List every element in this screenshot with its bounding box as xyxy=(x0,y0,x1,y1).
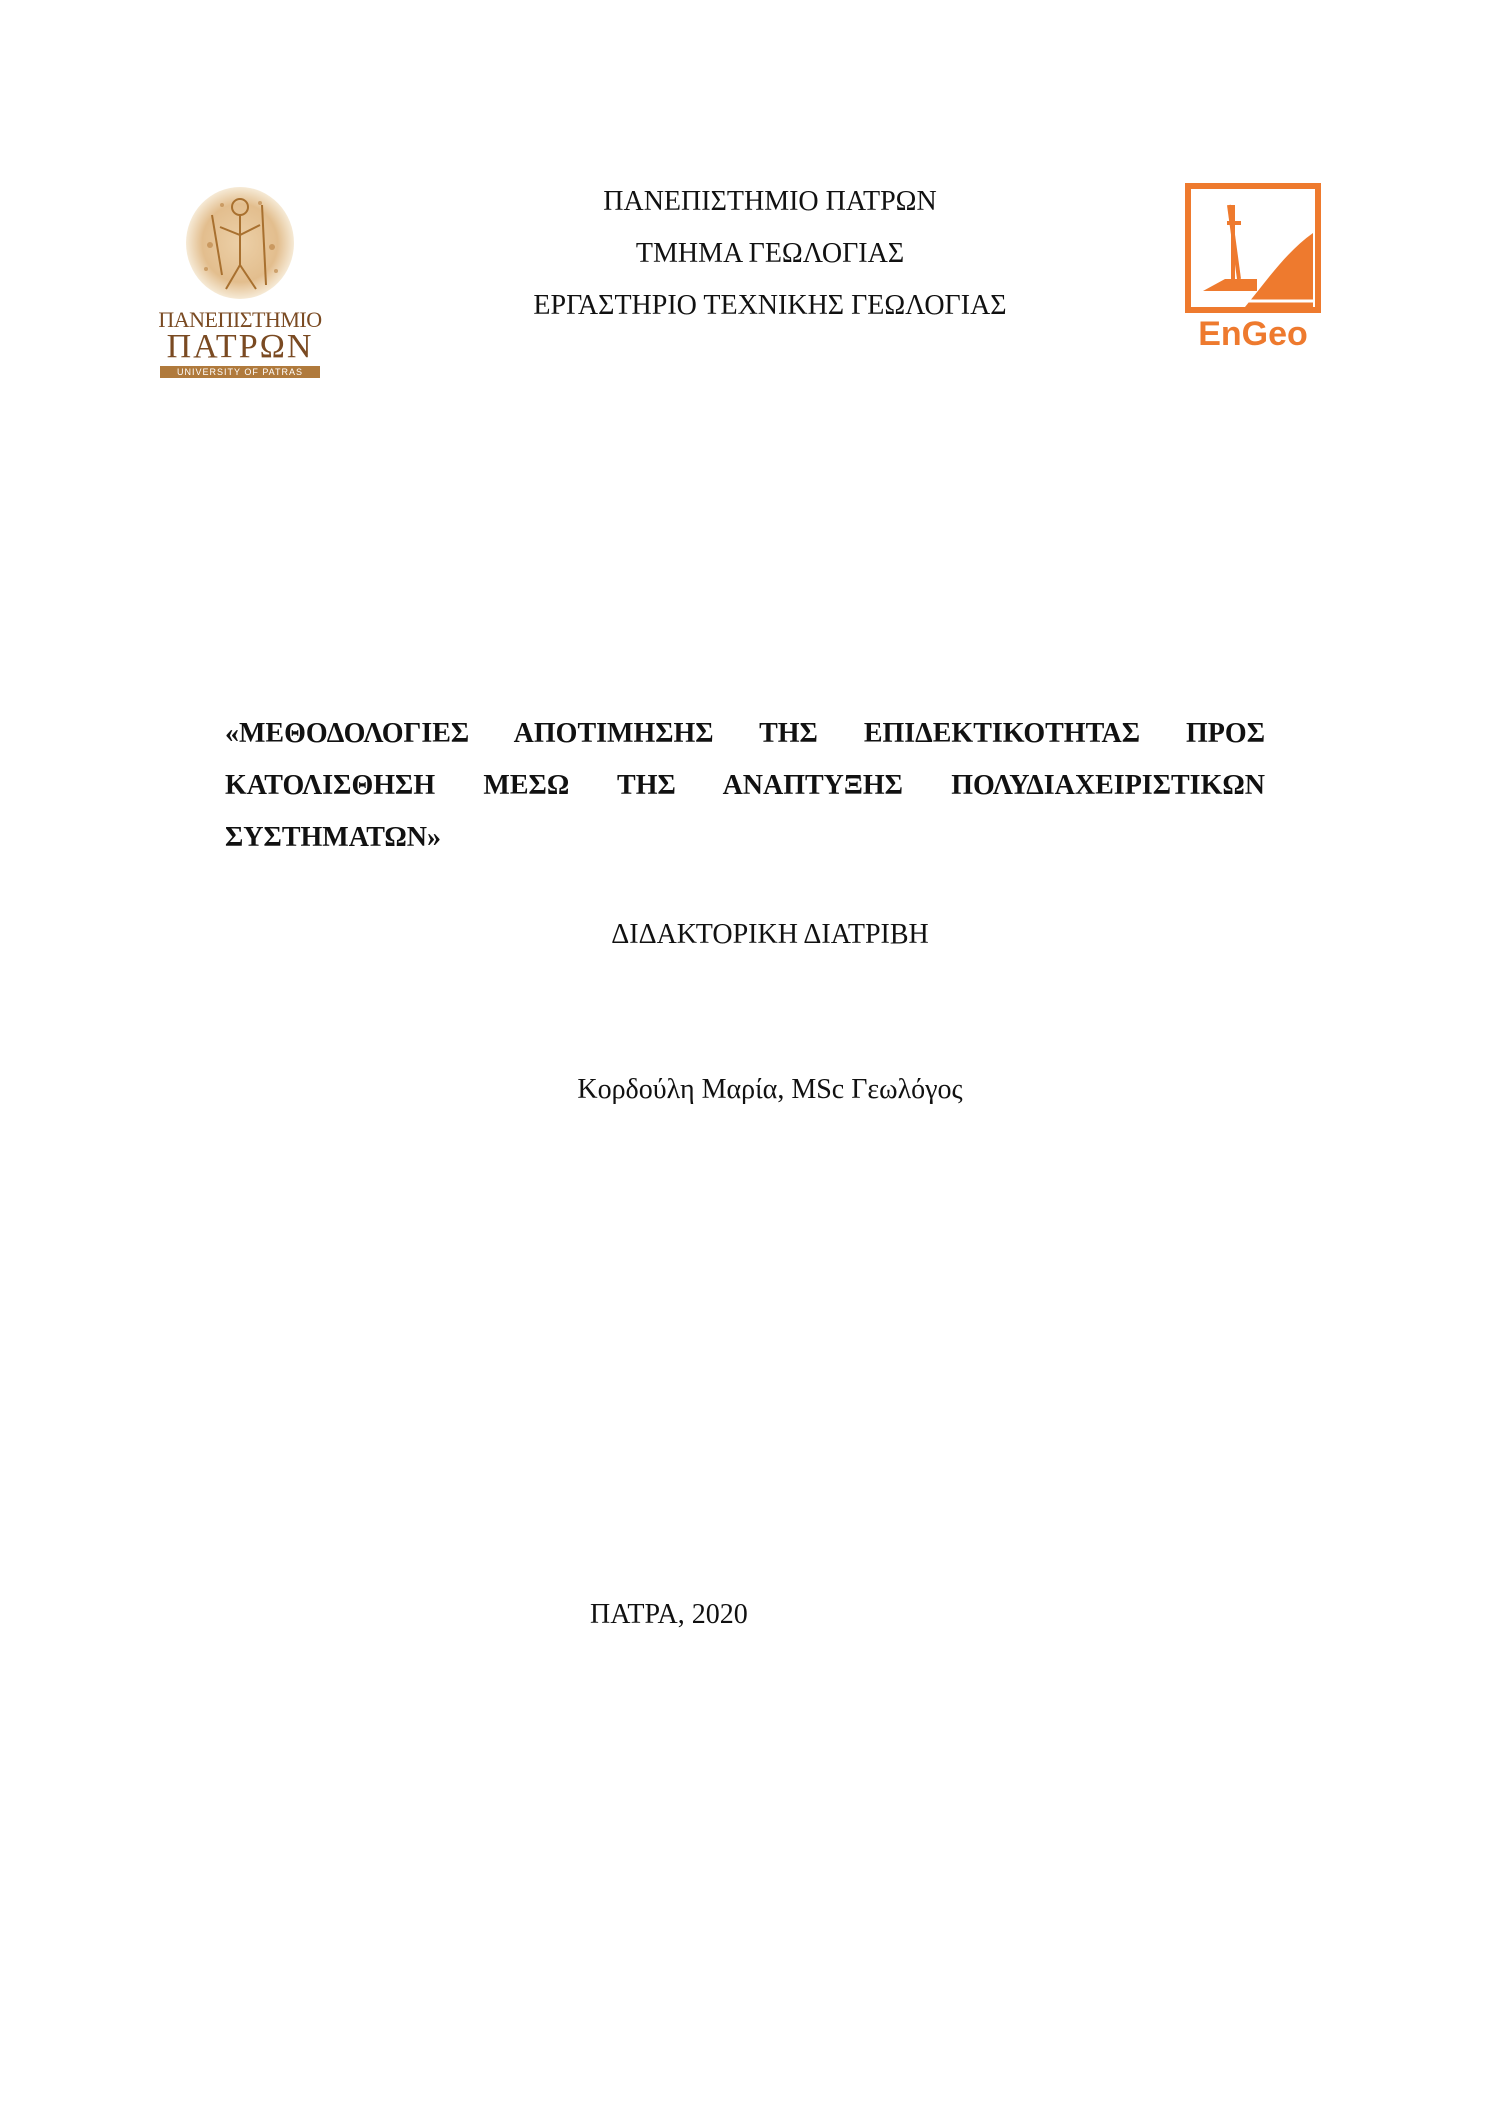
department-name: ΤΜΗΜΑ ΓΕΩΛΟΓΙΑΣ xyxy=(635,238,905,269)
logo-line-2: ΠΑΤΡΩΝ xyxy=(166,328,314,365)
place-and-date: ΠΑΤΡΑ, 2020 xyxy=(590,1599,748,1630)
university-name: ΠΑΝΕΠΙΣΤΗΜΙΟ ΠΑΤΡΩΝ xyxy=(603,186,937,217)
laboratory-name: ΕΡΓΑΣΤΗΡΙΟ ΤΕΧΝΙΚΗΣ ΓΕΩΛΟΓΙΑΣ xyxy=(533,290,1007,321)
engeo-wordmark: EnGeo xyxy=(1198,315,1308,353)
institution-header xyxy=(430,176,1110,332)
university-seal-icon xyxy=(182,185,298,301)
thesis-title: «ΜΕΘΟΔΟΛΟΓΙΕΣ ΑΠΟΤΙΜΗΣΗΣ ΤΗΣ ΕΠΙΔΕΚΤΙΚΟΤΗΤΑΣ ΠΡΟΣ ΚΑΤΟΛΙΣΘΗΣΗ ΜΕΣΩ ΤΗΣ ΑΝΑΠΤΥΞΗΣ ΠΟΛΥΔΙΑΧΕΙΡΙΣΤΙΚΩΝ ΣΥΣΤΗΜΑΤΩΝ» xyxy=(225,718,1265,853)
engeo-drill-icon xyxy=(1185,183,1321,313)
logo-line-1: ΠΑΝΕΠΙΣΤΗΜΙΟ xyxy=(158,307,322,332)
university-of-patras-logo xyxy=(150,185,330,375)
document-type: ΔΙΔΑΚΤΟΡΙΚΗ ΔΙΑΤΡΙΒΗ xyxy=(611,919,929,950)
author-name: Κορδούλη Μαρία, MSc Γεωλόγος xyxy=(577,1074,963,1105)
engeo-logo xyxy=(1185,183,1321,363)
logo-band: UNIVERSITY OF PATRAS xyxy=(160,366,320,378)
